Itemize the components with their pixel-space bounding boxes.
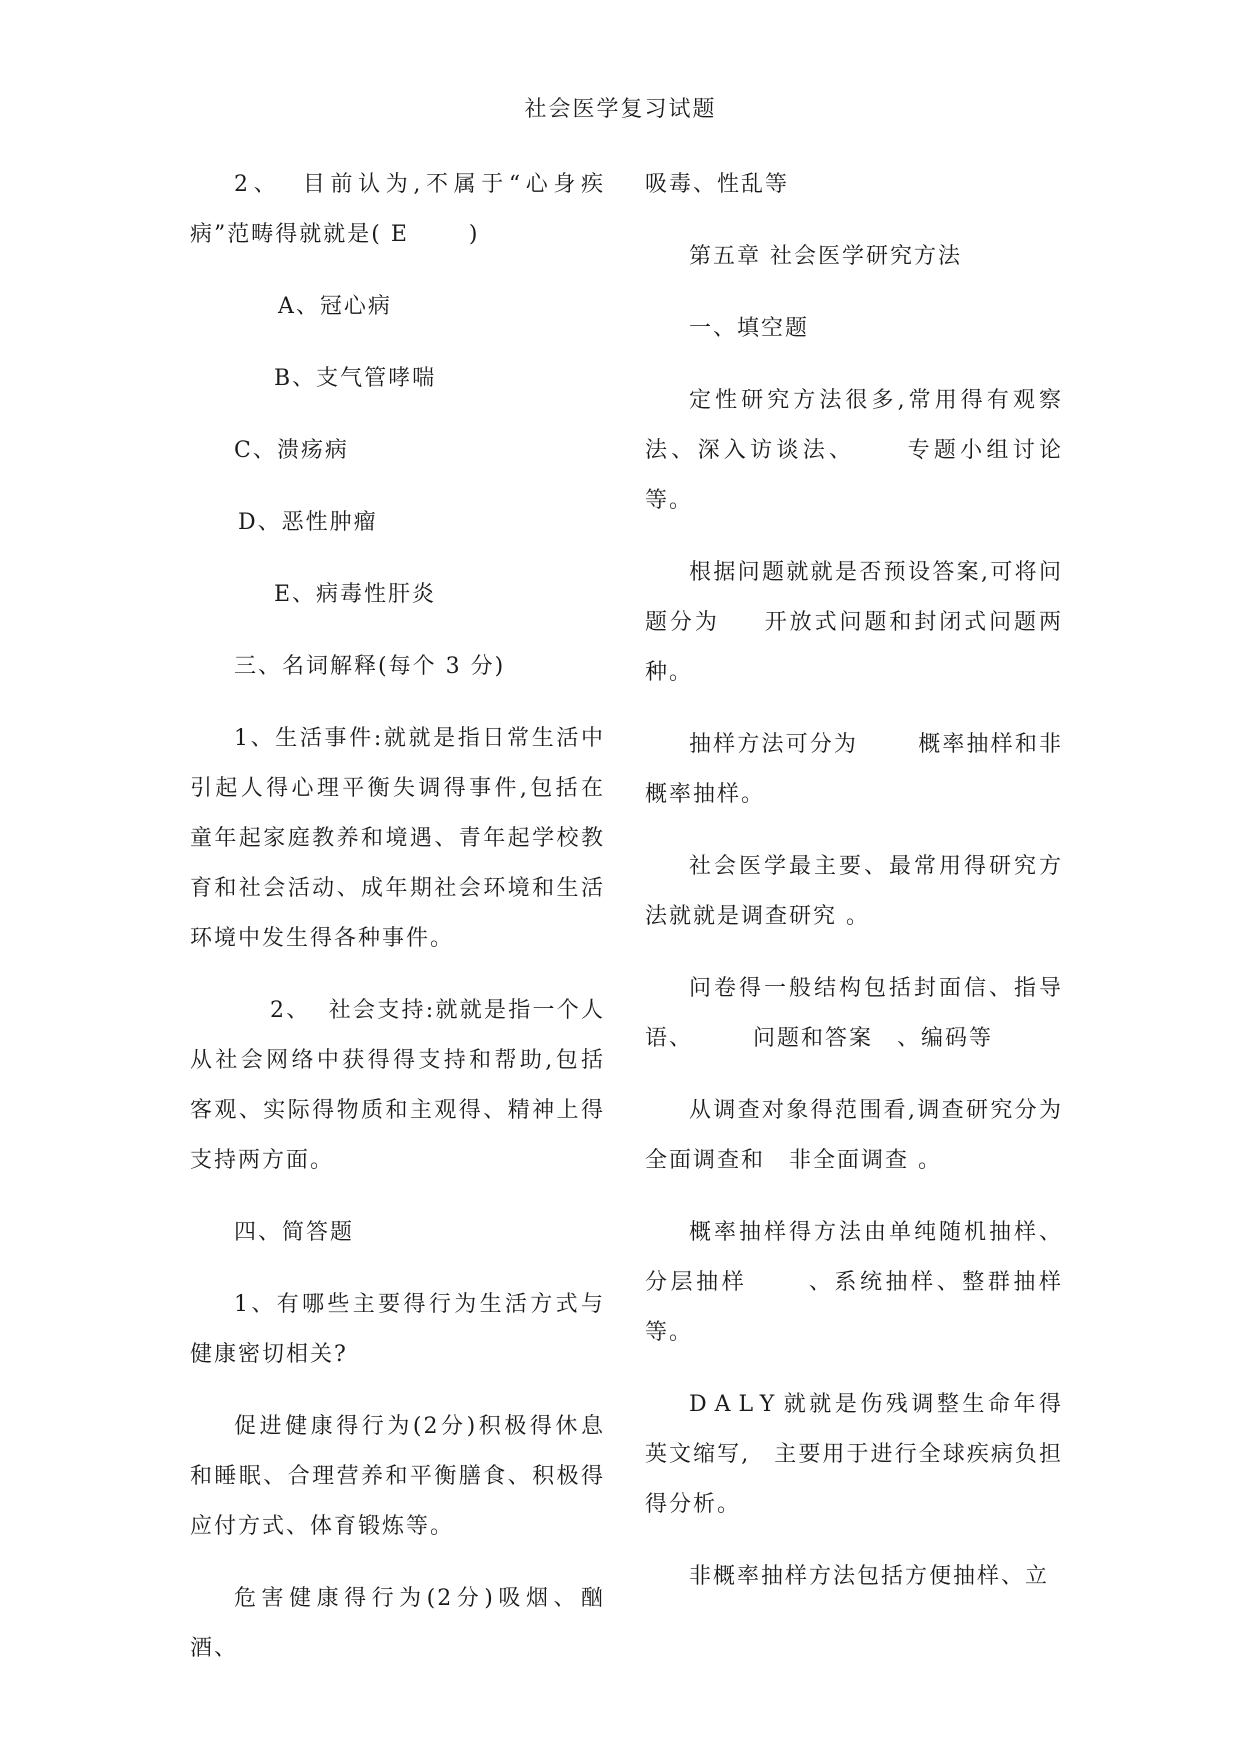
- right-column: [645, 160, 1063, 1624]
- fill-8-daly: DALY: [689, 1392, 783, 1417]
- fill-8-tail: 主要用于进行全球疾病负担得分析。: [645, 1442, 1063, 1517]
- fill-5-tail: 、编码等: [897, 1026, 994, 1051]
- fill-2-answer: 开放式问题和封闭式问题两种。: [645, 610, 1063, 685]
- fill-4: 社会医学最主要、最常用得研究方法就就是调查研究 。: [645, 854, 1063, 929]
- fill-6: [645, 1086, 1063, 1186]
- fill-5: [645, 964, 1063, 1064]
- question-2: [190, 160, 605, 260]
- fill-5-text: 问卷得一般结构包括封面信、指导语、: [645, 976, 1063, 1051]
- fill-1: [645, 376, 1063, 526]
- fill-2: [645, 548, 1063, 698]
- fill-7-text: 概率抽样得方法由单纯随机抽样、分层抽样: [645, 1220, 1063, 1295]
- fill-7-tail: 、系统抽样、整群抽样等。: [645, 1270, 1063, 1345]
- fill-2-text: 根据问题就就是否预设答案,可将问题分为: [645, 560, 1063, 635]
- fill-6-text: 从调查对象得范围看,调查研究分为全面调查和: [645, 1098, 1063, 1173]
- harm-continuation: 吸毒、性乱等: [645, 172, 790, 197]
- fill-5-answer: 问题和答案: [753, 1026, 874, 1051]
- section-1-heading: 一、填空题: [689, 316, 810, 341]
- question-2-text: 目前认为,不属于“心身疾病”范畴得就就是(: [190, 172, 605, 247]
- fill-8-text: 就就是伤残调整生命年得英文缩写,: [645, 1392, 1063, 1467]
- option-d: D、恶性肿瘤: [238, 510, 378, 535]
- option-e: E、病毒性肝炎: [274, 582, 437, 607]
- section-3-heading: 三、名词解释(每个 3 分): [234, 654, 506, 679]
- chapter-5-heading: 第五章 社会医学研究方法: [689, 244, 962, 269]
- page-title: 社会医学复习试题: [524, 97, 717, 122]
- option-a: A、冠心病: [278, 294, 392, 319]
- fill-1-answer: 专题小组讨论等。: [645, 438, 1063, 513]
- fill-8: [645, 1380, 1063, 1530]
- fill-7: [645, 1208, 1063, 1358]
- short-answer-1-promote: 促进健康得行为(2分)积极得休息和睡眠、合理营养和平衡膳食、积极得应付方式、体育锻炼等。: [190, 1414, 605, 1539]
- fill-3: [645, 720, 1063, 820]
- section-4-heading: 四、简答题: [234, 1220, 355, 1245]
- fill-3-answer: 概率抽样和非概率抽样。: [645, 732, 1063, 807]
- option-b: B、支气管哮喘: [274, 366, 437, 391]
- short-answer-1-question: 1、有哪些主要得行为生活方式与健康密切相关?: [190, 1292, 605, 1367]
- term-2-social-support: [190, 986, 605, 1186]
- option-c: C、溃疡病: [234, 438, 349, 463]
- fill-6-answer: 非全面调查 。: [789, 1148, 943, 1173]
- question-2-number: 2、: [234, 172, 282, 197]
- term-2-number: 2、: [270, 998, 311, 1023]
- short-answer-1-harm: 危害健康得行为(2分)吸烟、酗酒、: [190, 1586, 605, 1661]
- fill-3-text: 抽样方法可分为: [689, 732, 859, 757]
- fill-1-text: 定性研究方法很多,常用得有观察法、深入访谈法、: [645, 388, 1063, 463]
- fill-9: 非概率抽样方法包括方便抽样、立: [689, 1564, 1050, 1589]
- term-2-text: 社会支持:就就是指一个人从社会网络中获得得支持和帮助,包括客观、实际得物质和主观得、精神上得支持两方面。: [190, 998, 605, 1173]
- left-column: [190, 160, 605, 1696]
- term-1-life-event: 1、生活事件:就就是指日常生活中引起人得心理平衡失调得事件,包括在童年起家庭教养和境遇、青年起学校教育和社会活动、成年期社会环境和生活环境中发生得各种事件。: [190, 726, 605, 951]
- question-2-close: ): [468, 222, 480, 247]
- question-2-answer: E: [390, 222, 409, 247]
